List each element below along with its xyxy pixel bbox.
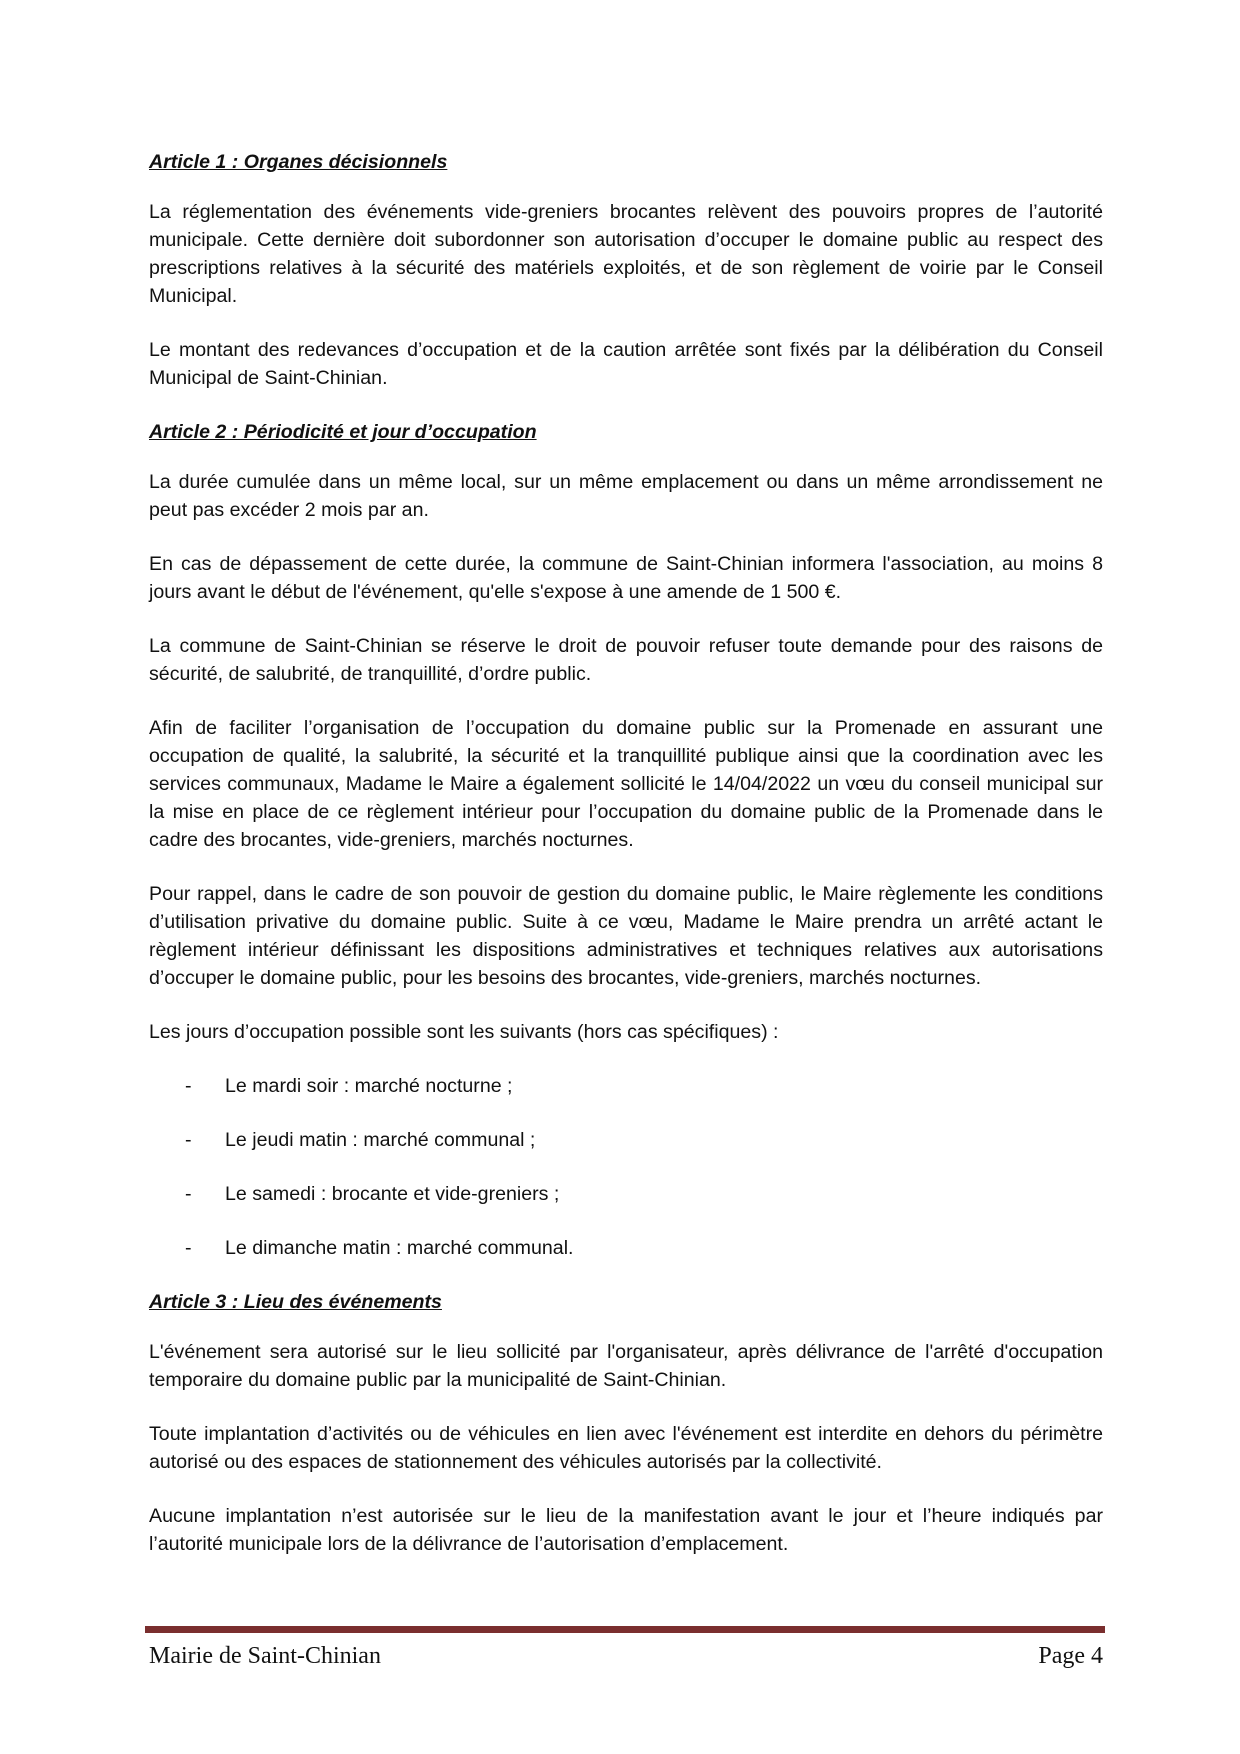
list-item (149, 1234, 1103, 1262)
paragraph: Afin de faciliter l’organisation de l’occupation du domaine public sur la Promenade en assurant une occupation de qualité, la salubrité, la sécurité et la tranquillité publique ainsi que la coordination avec les services communaux, Madame le Maire a également sollicité le 14/04/2022 un vœu du conseil municipal sur la mise en place de ce règlement intérieur pour l’occupation du domaine public de la Promenade dans le cadre des brocantes, vide-greniers, marchés nocturnes. (149, 717, 1103, 851)
paragraph: Le montant des redevances d’occupation et de la caution arrêtée sont fixés par la délibération du Conseil Municipal de Saint-Chinian. (149, 339, 1103, 389)
occupation-days-list (149, 1072, 1103, 1262)
paragraph: Toute implantation d’activités ou de véhicules en lien avec l'événement est interdite en dehors du périmètre autorisé ou des espaces de stationnement des véhicules autorisés par la collectivité. (149, 1423, 1103, 1473)
list-item-text: Le mardi soir : marché nocturne ; (225, 1075, 513, 1097)
article-heading: Article 1 : Organes décisionnels (149, 151, 448, 173)
article-2 (149, 418, 1103, 1262)
bullet-dash: - (185, 1075, 192, 1097)
article-1 (149, 148, 1103, 392)
paragraph: La commune de Saint-Chinian se réserve le droit de pouvoir refuser toute demande pour des raisons de sécurité, de salubrité, de tranquillité, d’ordre public. (149, 635, 1103, 685)
bullet-dash: - (185, 1129, 192, 1151)
page-content (149, 148, 1103, 1584)
list-item (149, 1180, 1103, 1208)
bullet-dash: - (185, 1183, 192, 1205)
paragraph: L'événement sera autorisé sur le lieu sollicité par l'organisateur, après délivrance de l'arrêté d'occupation temporaire du domaine public par la municipalité de Saint-Chinian. (149, 1341, 1103, 1391)
article-3 (149, 1288, 1103, 1558)
paragraph: La réglementation des événements vide-greniers brocantes relèvent des pouvoirs propres de l’autorité municipale. Cette dernière doit subordonner son autorisation d’occuper le domaine public au respect des prescriptions relatives à la sécurité des matériels exploités, et de son règlement de voirie par le Conseil Municipal. (149, 201, 1103, 307)
paragraph: Les jours d’occupation possible sont les suivants (hors cas spécifiques) : (149, 1021, 779, 1043)
page-number: Page 4 (1038, 1643, 1103, 1669)
footer-divider (145, 1626, 1105, 1633)
paragraph: Pour rappel, dans le cadre de son pouvoir de gestion du domaine public, le Maire règlemente les conditions d’utilisation privative du domaine public. Suite à ce vœu, Madame le Maire prendra un arrêté actant le règlement intérieur définissant les dispositions administratives et techniques relatives aux autorisations d’occuper le domaine public, pour les besoins des brocantes, vide-greniers, marchés nocturnes. (149, 883, 1103, 989)
article-heading: Article 3 : Lieu des événements (149, 1291, 442, 1313)
list-item-text: Le dimanche matin : marché communal. (225, 1237, 574, 1259)
bullet-dash: - (185, 1237, 192, 1259)
list-item-text: Le samedi : brocante et vide-greniers ; (225, 1183, 560, 1205)
paragraph: Aucune implantation n’est autorisée sur le lieu de la manifestation avant le jour et l’heure indiqués par l’autorité municipale lors de la délivrance de l’autorisation d’emplacement. (149, 1505, 1103, 1555)
footer-organization: Mairie de Saint-Chinian (149, 1643, 381, 1669)
paragraph: La durée cumulée dans un même local, sur un même emplacement ou dans un même arrondissement ne peut pas excéder 2 mois par an. (149, 471, 1103, 521)
list-item (149, 1072, 1103, 1100)
paragraph: En cas de dépassement de cette durée, la commune de Saint-Chinian informera l'association, au moins 8 jours avant le début de l'événement, qu'elle s'expose à une amende de 1 500 €. (149, 553, 1103, 603)
list-item-text: Le jeudi matin : marché communal ; (225, 1129, 536, 1151)
article-heading: Article 2 : Périodicité et jour d’occupation (149, 421, 537, 443)
list-item (149, 1126, 1103, 1154)
